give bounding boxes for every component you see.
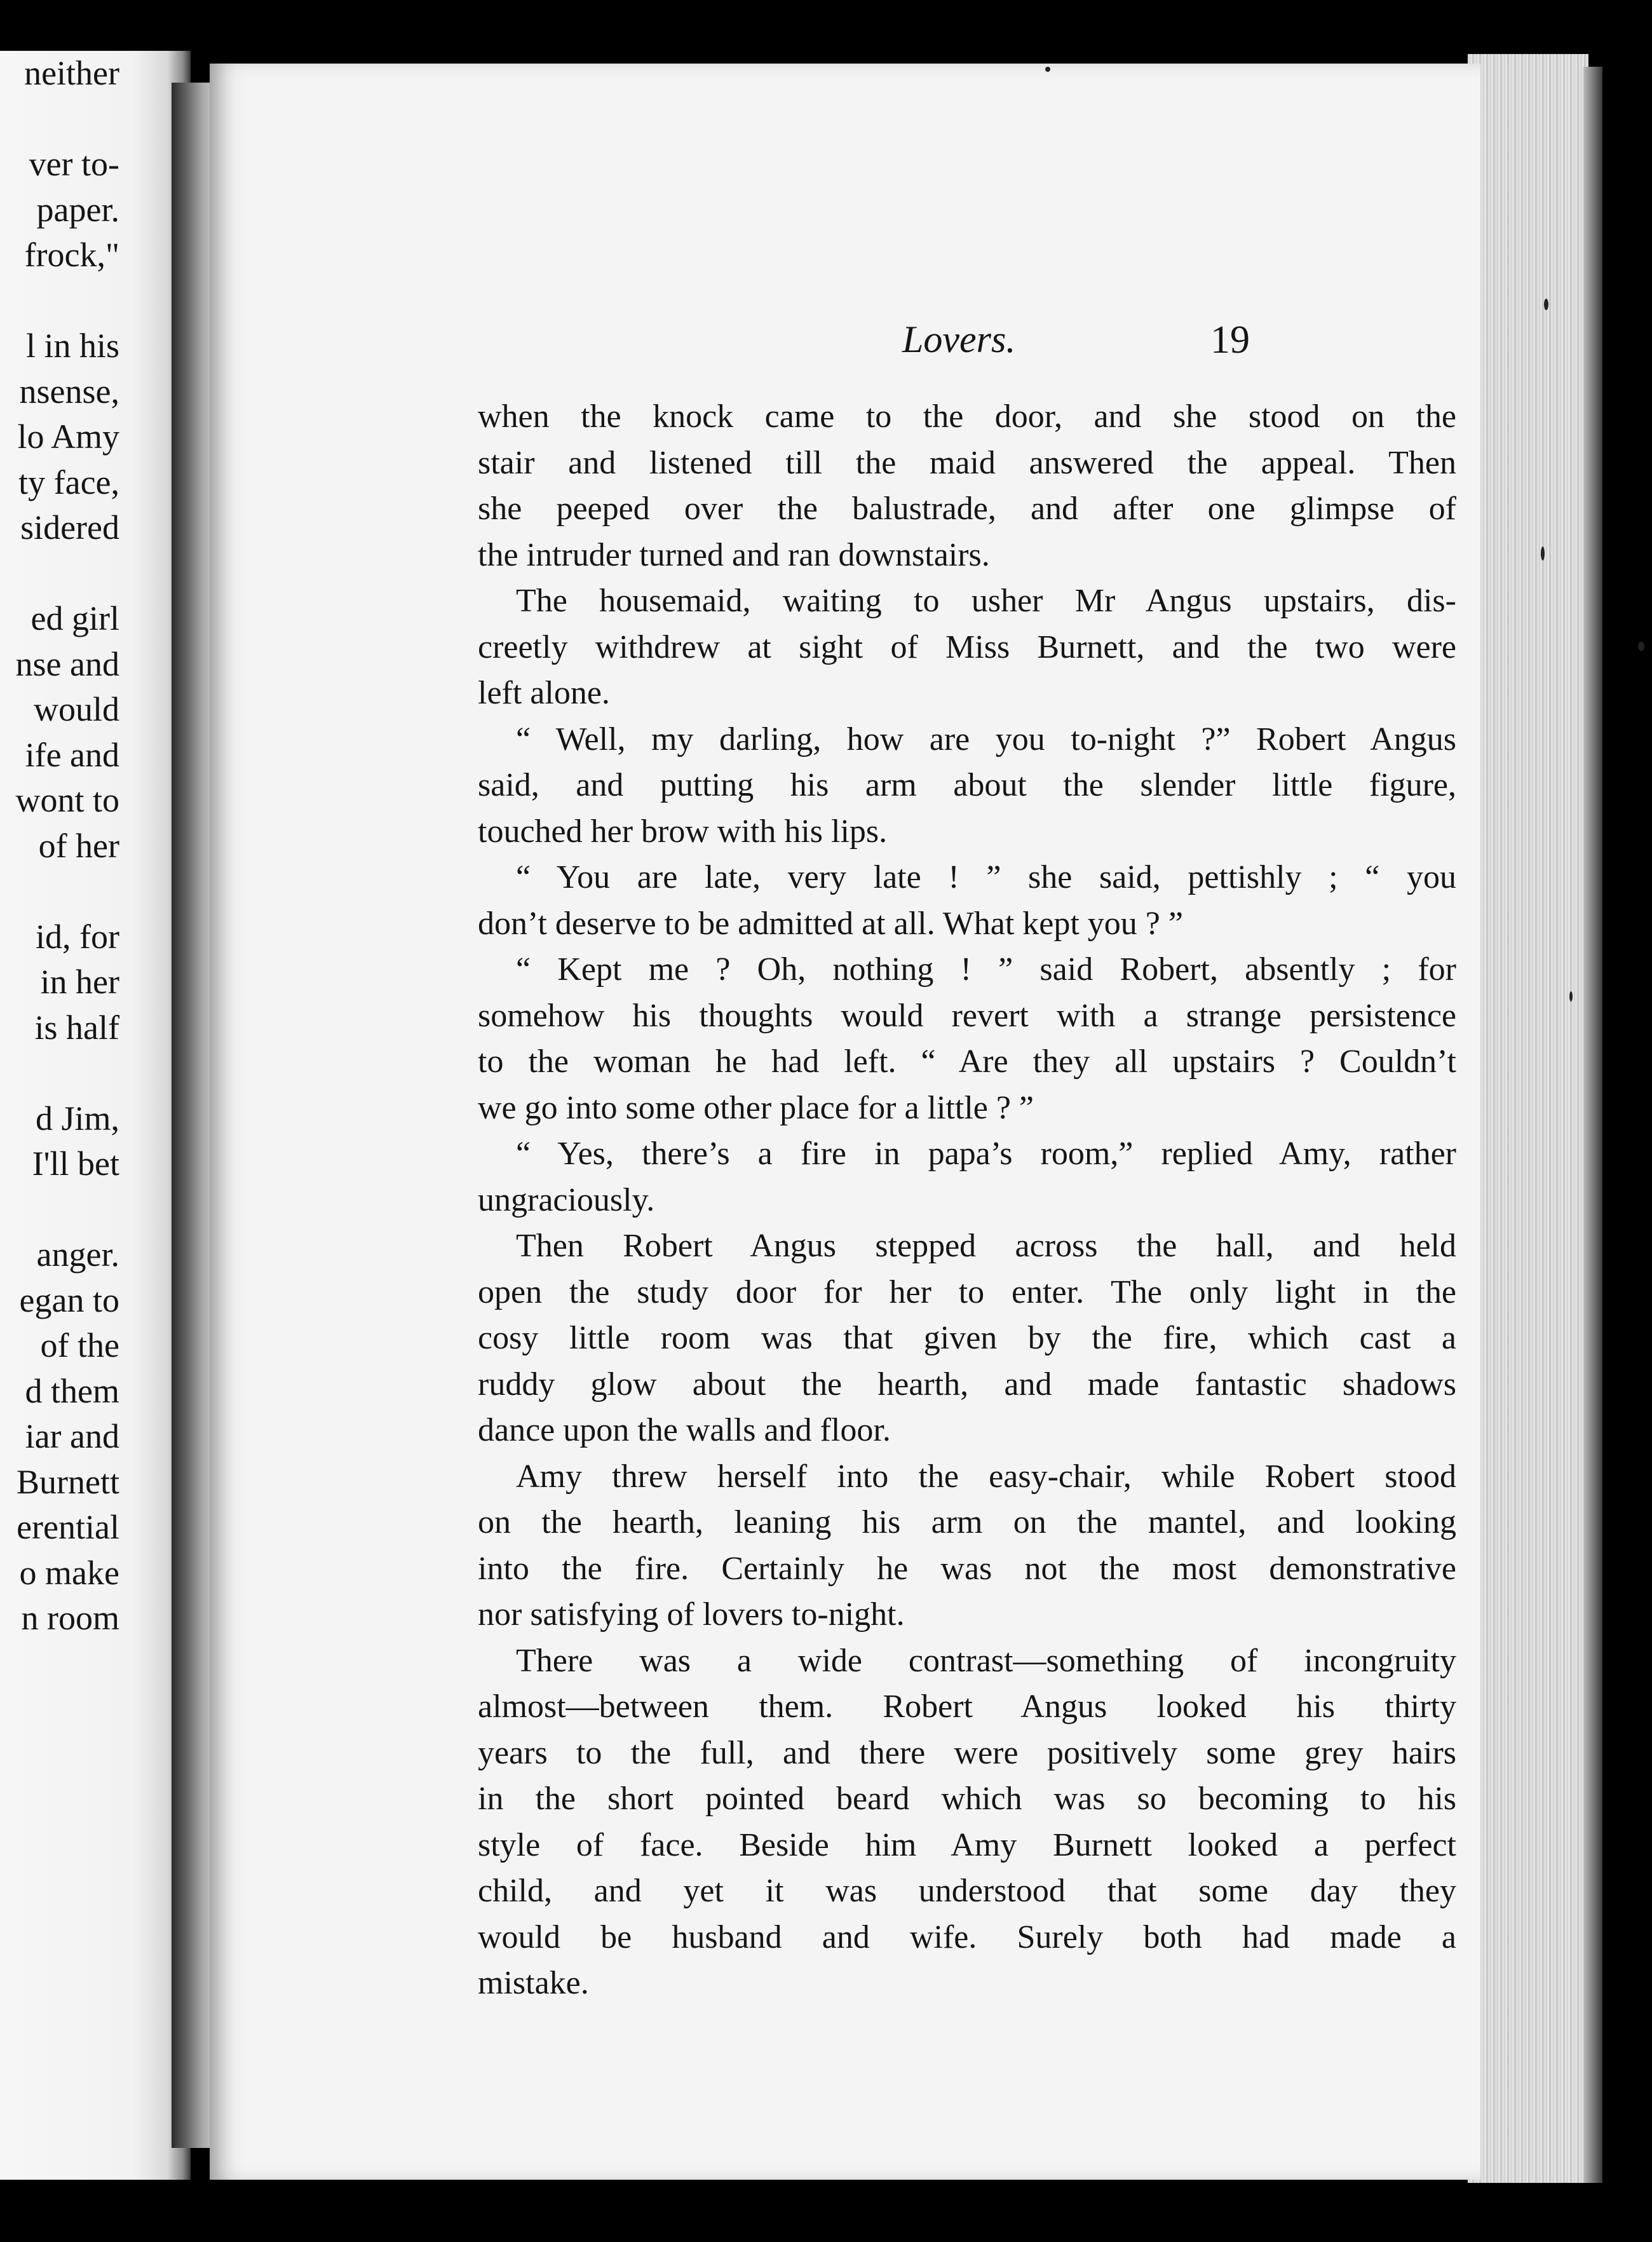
- text-line: dance upon the walls and floor.: [478, 1412, 891, 1448]
- facing-page: [0, 51, 191, 2180]
- facing-page-line: erential: [17, 1508, 119, 1546]
- facing-page-line: of her: [38, 826, 119, 865]
- facing-page-line: iar and: [25, 1417, 119, 1455]
- text-line: cosy little room was that given by the fire, which cast a: [478, 1320, 1456, 1356]
- text-line: we go into some other place for a little ? ”: [478, 1089, 1034, 1126]
- facing-page-line: [0, 1050, 119, 1096]
- text-line: almost—between them. Robert Angus looked his thirty: [478, 1688, 1456, 1725]
- text-line: ruddy glow about the hearth, and made fantastic shadows: [478, 1366, 1456, 1403]
- facing-page-line: nsense,: [19, 372, 119, 411]
- facing-page-line: egan to: [19, 1281, 119, 1319]
- text-line: “ Well, my darling, how are you to-night ?” Robert Angus: [516, 721, 1456, 758]
- facing-page-line: d them: [25, 1371, 119, 1410]
- text-line: ungraciously.: [478, 1181, 655, 1218]
- facing-page-line: id, for: [36, 917, 119, 956]
- paragraph: [478, 855, 1456, 947]
- facing-page-line: in her: [40, 963, 119, 1001]
- text-line: touched her brow with his lips.: [478, 813, 888, 850]
- text-line: into the fire. Certainly he was not the most demonstrative: [478, 1550, 1456, 1587]
- text-line: open the study door for her to enter. The only light in the: [478, 1274, 1456, 1310]
- text-line: nor satisfying of lovers to-night.: [478, 1596, 905, 1633]
- text-line: Then Robert Angus stepped across the hall, and held: [516, 1228, 1456, 1264]
- paragraph: [478, 1638, 1456, 2007]
- text-line: “ Kept me ? Oh, nothing ! ” said Robert, absently ; for: [516, 951, 1456, 988]
- text-line: she peeped over the balustrade, and after one glimpse of: [478, 491, 1456, 527]
- text-line: child, and yet it was understood that some day they: [478, 1873, 1456, 1909]
- text-line: when the knock came to the door, and she stood on the: [478, 398, 1456, 435]
- facing-page-line: Burnett: [17, 1462, 119, 1501]
- paragraph: [478, 1223, 1456, 1454]
- paragraph: [478, 717, 1456, 855]
- text-line: stair and listened till the maid answered the appeal. Then: [478, 444, 1456, 481]
- paragraph: [478, 1131, 1456, 1223]
- facing-page-line: frock,": [24, 236, 119, 274]
- facing-page-line: [0, 278, 119, 324]
- paragraph: [478, 947, 1456, 1131]
- facing-page-line: anger.: [36, 1235, 119, 1274]
- text-line: the intruder turned and ran downstairs.: [478, 536, 990, 573]
- body-text: [478, 394, 1456, 2007]
- text-line: left alone.: [478, 675, 610, 711]
- facing-page-line: [0, 869, 119, 914]
- text-line: style of face. Beside him Amy Burnett looked a perfect: [478, 1826, 1456, 1863]
- text-line: creetly withdrew at sight of Miss Burnett, and the two were: [478, 628, 1456, 665]
- facing-page-line: l in his: [25, 327, 119, 365]
- facing-page-text: [0, 51, 119, 1641]
- facing-page-line: is half: [34, 1008, 119, 1047]
- text-line: “ You are late, very late ! ” she said, pettishly ; “ you: [516, 859, 1456, 895]
- facing-page-line: o make: [19, 1553, 119, 1592]
- text-line: mistake.: [478, 1965, 589, 2001]
- facing-page-line: of the: [40, 1326, 119, 1364]
- facing-page-line: [0, 1187, 119, 1233]
- running-title: Lovers.: [902, 318, 1016, 360]
- facing-page-line: ver to-: [29, 145, 119, 183]
- facing-page-line: d Jim,: [35, 1099, 119, 1138]
- facing-page-line: sidered: [20, 508, 119, 547]
- facing-page-line: ed girl: [30, 599, 119, 637]
- facing-page-line: lo Amy: [17, 418, 119, 456]
- text-line: There was a wide contrast—something of incongruity: [516, 1642, 1456, 1679]
- text-line: somehow his thoughts would revert with a strange persistence: [478, 997, 1456, 1034]
- facing-page-line: wont to: [15, 781, 119, 819]
- text-line: said, and putting his arm about the slender little figure,: [478, 767, 1456, 803]
- text-line: The housemaid, waiting to usher Mr Angus upstairs, dis-: [516, 583, 1456, 619]
- facing-page-line: would: [34, 690, 119, 728]
- facing-page-line: I'll bet: [32, 1145, 119, 1183]
- facing-page-line: paper.: [36, 190, 119, 229]
- running-head: [210, 318, 1480, 369]
- facing-page-line: nse and: [15, 644, 119, 683]
- text-line: on the hearth, leaning his arm on the mantel, and looking: [478, 1504, 1456, 1540]
- paragraph: [478, 394, 1456, 578]
- text-line: Amy threw herself into the easy-chair, while Robert stood: [516, 1458, 1456, 1495]
- text-line: years to the full, and there were positively some grey hairs: [478, 1734, 1456, 1771]
- text-line: to the woman he had left. “ Are they all upstairs ? Couldn’t: [478, 1043, 1456, 1080]
- page-number: 19: [1210, 318, 1250, 362]
- facing-page-line: ife and: [25, 735, 119, 774]
- facing-page-line: [0, 551, 119, 597]
- text-line: “ Yes, there’s a fire in papa’s room,” replied Amy, rather: [516, 1136, 1456, 1172]
- page-edges: [1468, 54, 1588, 2183]
- facing-page-line: n room: [21, 1599, 119, 1637]
- paragraph: [478, 578, 1456, 717]
- text-line: would be husband and wife. Surely both had made a: [478, 1919, 1456, 1955]
- facing-page-line: neither: [24, 54, 119, 92]
- paragraph: [478, 1454, 1456, 1638]
- text-line: in the short pointed beard which was so becoming to his: [478, 1781, 1456, 1817]
- facing-page-line: ty face,: [18, 463, 119, 501]
- text-line: don’t deserve to be admitted at all. What kept you ? ”: [478, 905, 1183, 942]
- book-page: [210, 64, 1480, 2180]
- facing-page-line: [0, 97, 119, 142]
